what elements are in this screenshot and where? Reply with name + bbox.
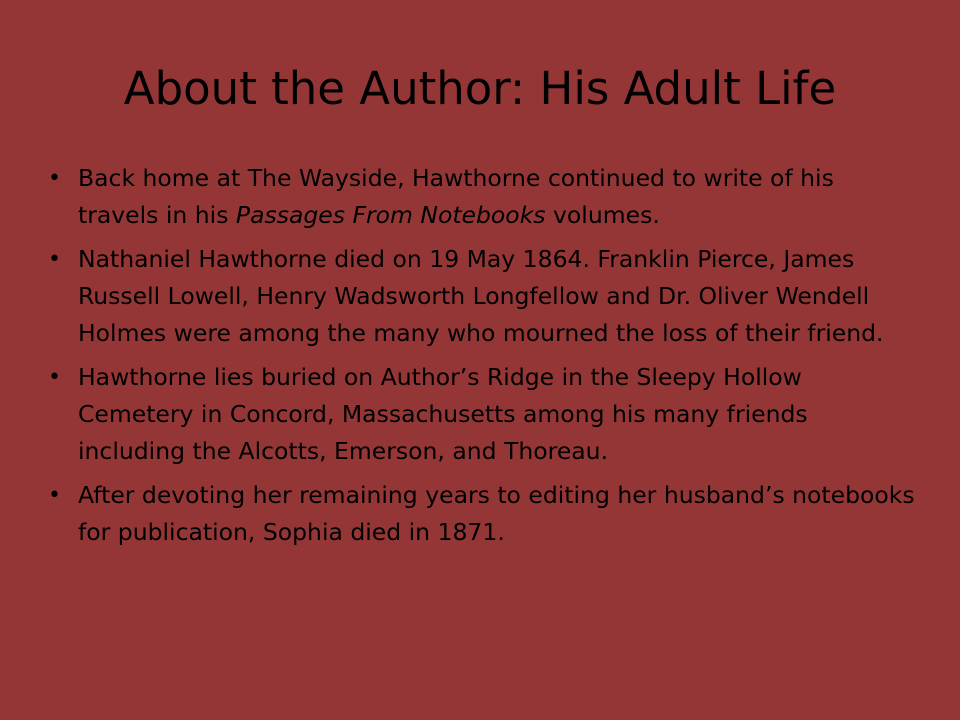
bullet-text: Hawthorne lies buried on Author’s Ridge in the Sleepy Hollow Cemetery in Concord, Massachusetts among his many friends including the Alcotts, Emerson, and Thoreau. — [78, 363, 808, 465]
bullet-text: Nathaniel Hawthorne died on 19 May 1864. Franklin Pierce, James Russell Lowell, Henry Wadsworth Longfellow and Dr. Oliver Wendell Holmes were among the many who mourned the loss of their friend. — [78, 245, 884, 347]
bullet-dot-icon: • — [48, 483, 61, 508]
bullet-list — [48, 160, 916, 558]
bullet-dot-icon: • — [48, 166, 61, 191]
bullet-item — [48, 359, 916, 470]
bullet-text-part: volumes. — [545, 201, 660, 229]
bullet-item — [48, 241, 916, 352]
slide-title: About the Author: His Adult Life — [123, 62, 837, 115]
bullet-item — [48, 477, 916, 551]
book-title: Passages From Notebooks — [235, 201, 546, 229]
bullet-item — [48, 160, 916, 234]
bullet-text — [78, 164, 834, 229]
bullet-text-part: Back home at The Wayside, Hawthorne continued to write of his travels in his — [78, 164, 834, 229]
bullet-text: After devoting her remaining years to editing her husband’s notebooks for publication, Sophia died in 1871. — [78, 481, 915, 546]
bullet-dot-icon: • — [48, 247, 61, 272]
bullet-dot-icon: • — [48, 365, 61, 390]
